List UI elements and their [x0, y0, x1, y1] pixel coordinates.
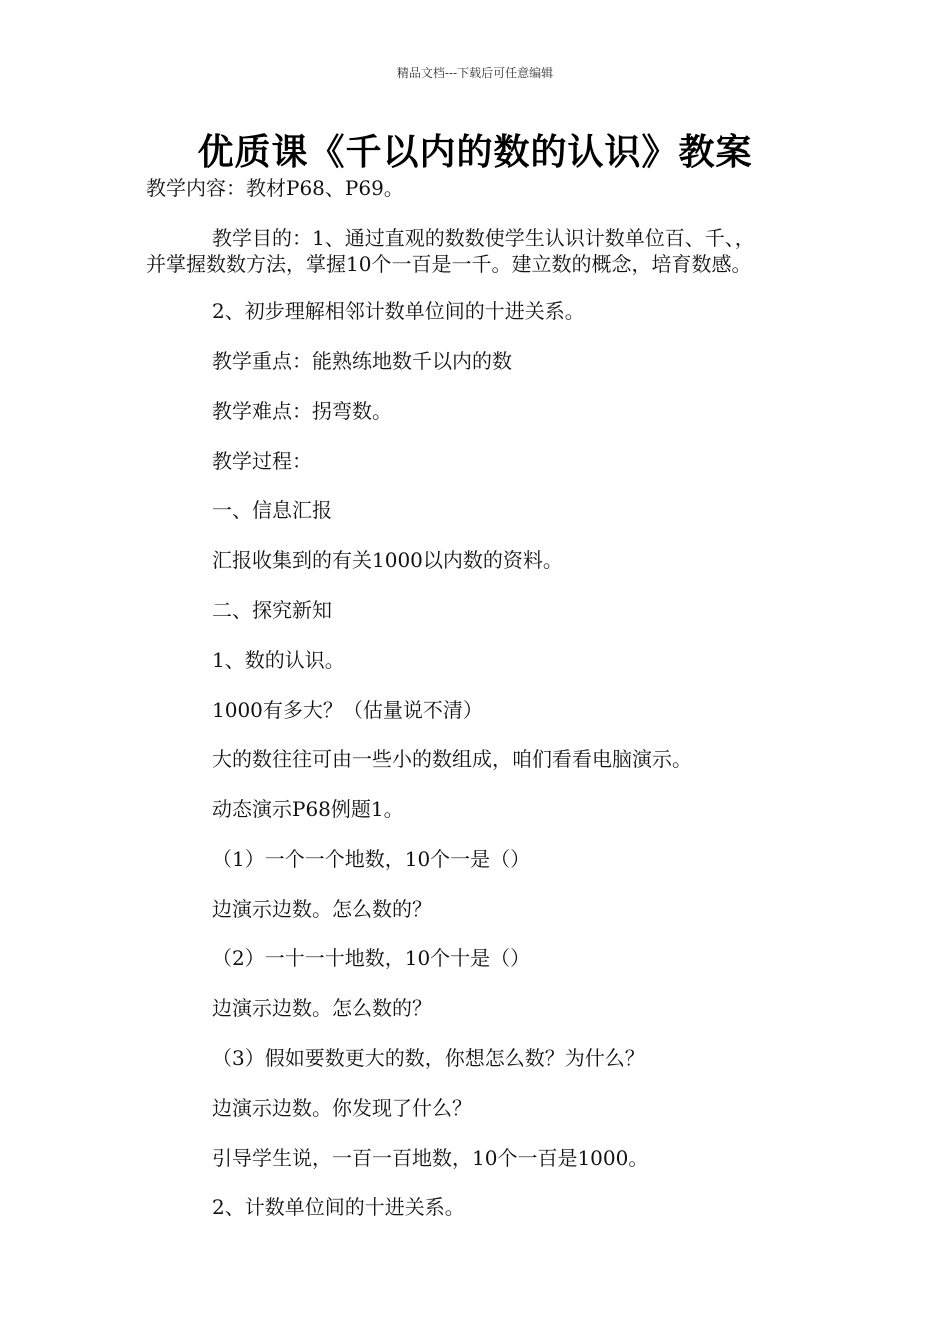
paragraph-line: 引导学生说，一百一百地数，10个一百是1000。 — [212, 1146, 649, 1170]
paragraph-line: （3）假如要数更大的数，你想怎么数？为什么？ — [212, 1046, 645, 1070]
paragraph-line: 2、计数单位间的十进关系。 — [212, 1195, 465, 1219]
paragraph-line: 边演示边数。怎么数的？ — [212, 897, 432, 921]
paragraph-line: 汇报收集到的有关1000以内数的资料。 — [212, 548, 563, 572]
paragraph-line: 教学目的：1、通过直观的数数使学生认识计数单位百、千、， — [212, 226, 755, 250]
paragraph-line: 动态演示P68例题1。 — [212, 797, 404, 821]
paragraph-line: 边演示边数。你发现了什么？ — [212, 1096, 472, 1120]
paragraph-line: （2）一十一十地数，10个十是（） — [212, 946, 531, 970]
paragraph-line: 边演示边数。怎么数的？ — [212, 996, 432, 1020]
header-note: 精品文档---下载后可任意编辑 — [396, 66, 554, 80]
document-title: 优质课《千以内的数的认识》教案 — [197, 131, 753, 173]
paragraph-line: 教学重点：能熟练地数千以内的数 — [212, 349, 512, 373]
paragraph-line: 并掌握数数方法，掌握10个一百是一千。建立数的概念，培育数感。 — [146, 252, 752, 276]
paragraph-line: 教学内容：教材P68、P69。 — [146, 176, 404, 200]
paragraph-line: 2、初步理解相邻计数单位间的十进关系。 — [212, 299, 585, 323]
paragraph-line: 1、数的认识。 — [212, 648, 345, 672]
paragraph-line: 教学难点：拐弯数。 — [212, 399, 392, 423]
paragraph-line: 教学过程： — [212, 449, 312, 473]
paragraph-line: 1000有多大？（估量说不清） — [212, 698, 483, 722]
paragraph-line: 大的数往往可由一些小的数组成，咱们看看电脑演示。 — [212, 747, 692, 771]
section-heading: 一、信息汇报 — [212, 498, 332, 522]
paragraph-line: （1）一个一个地数，10个一是（） — [212, 847, 531, 871]
section-heading: 二、探究新知 — [212, 598, 332, 622]
